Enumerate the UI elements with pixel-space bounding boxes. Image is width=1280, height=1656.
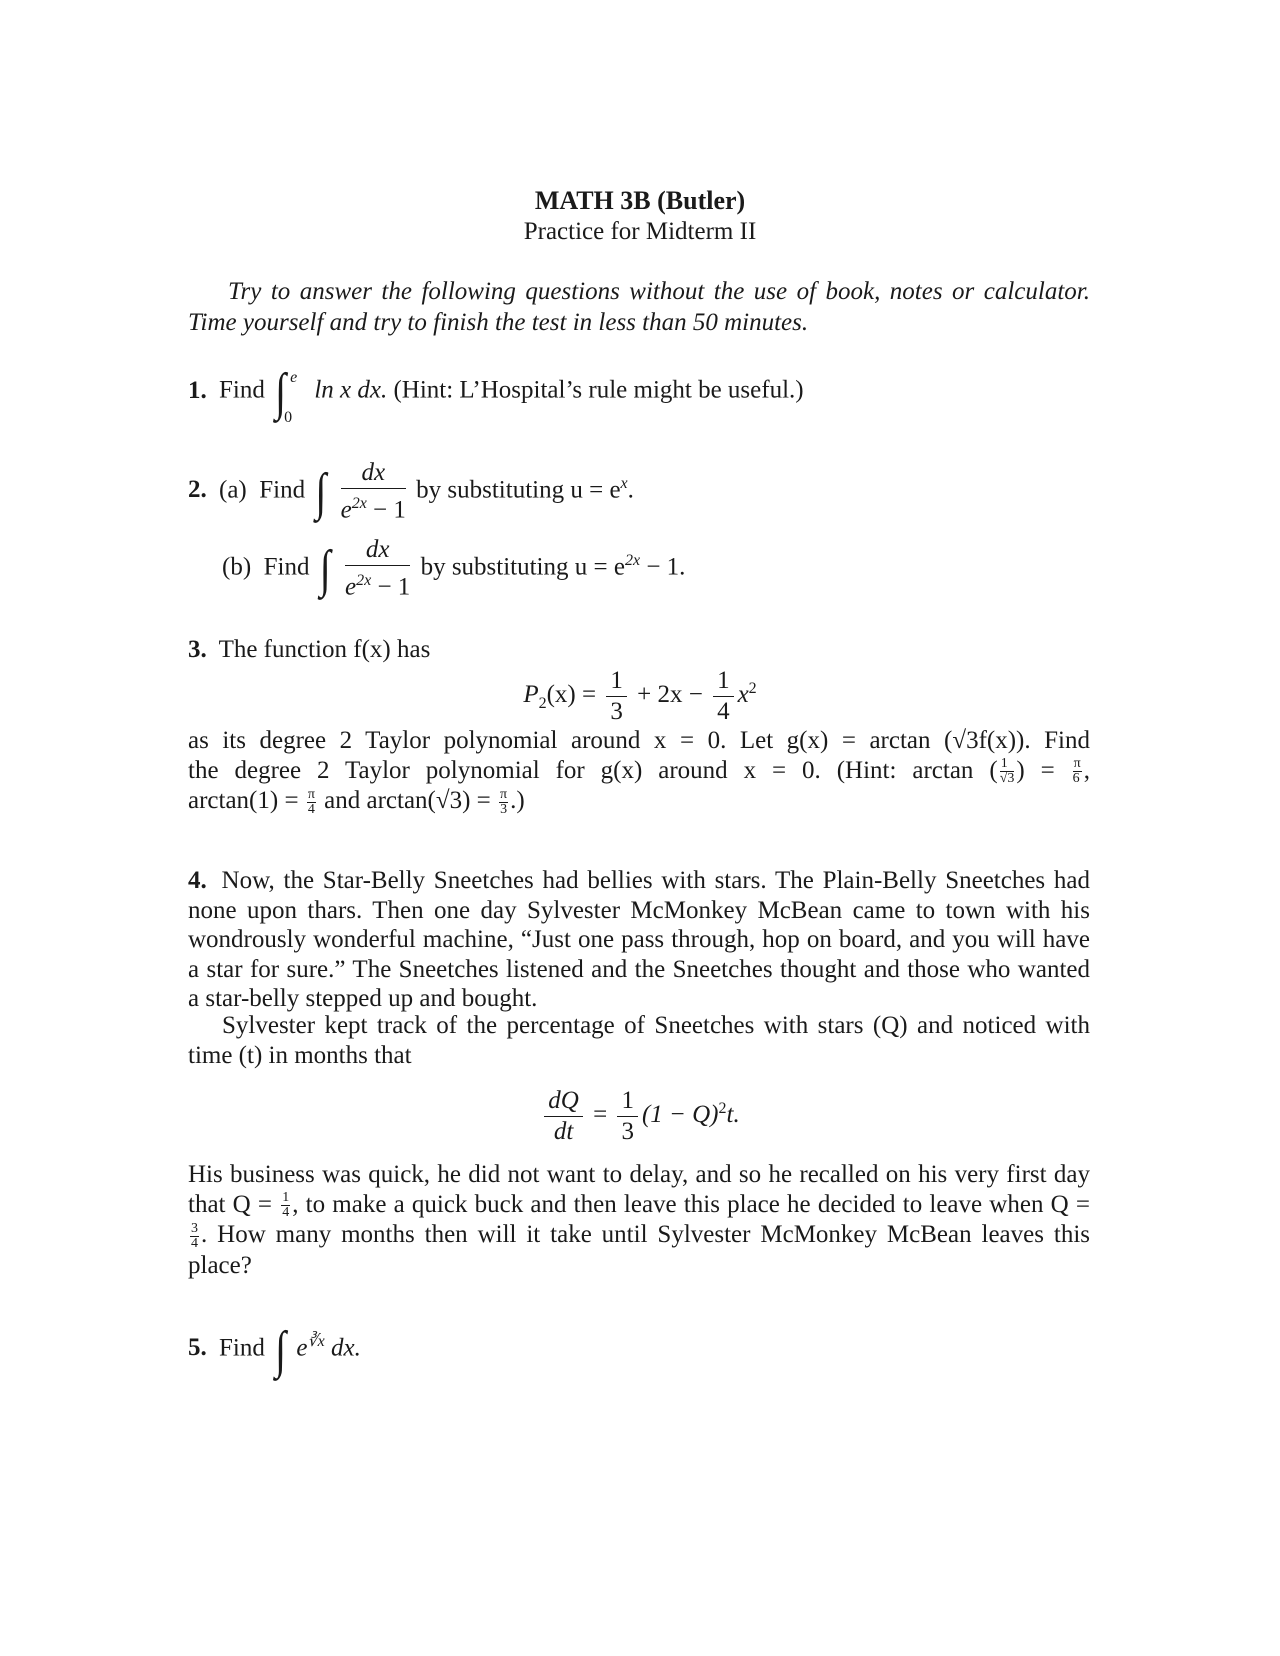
- q3-line-3: arctan(1) = $\frac{\pi}{4}$ and arctan(√3) = $\frac{\pi}{3}$ .): [188, 787, 525, 818]
- substitution-text: by substituting u = e: [416, 476, 621, 504]
- part-label: (a): [219, 476, 247, 504]
- q3-line-2: the degree 2 Taylor polynomial for g(x) around x = 0. (Hint: arctan ( $\frac{1}{√3}$ ) = $\frac{\pi}{6}$ ,: [188, 756, 1090, 787]
- find-word: Find: [219, 376, 265, 404]
- question-number: 4.: [188, 867, 207, 894]
- question-number: 5.: [188, 1334, 207, 1362]
- question-4-para-1: 4. Now, the Star-Belly Sneetches had bellies with stars. The Plain-Belly Sneetches had none upon thars. Then one day Sylvester McMonkey McBean came to town with his wondrously wonderful machine, “Just one pass through, hop on board, and you will have a star for sure.” The Sneetches listened and the Sneetches thought and those who wanted a star-belly stepped up and bought.: [188, 867, 1091, 1012]
- question-1: [188, 362, 804, 426]
- question-number: 3.: [188, 636, 207, 663]
- integral-sign: ∫: [275, 1319, 287, 1379]
- page-title: MATH 3B (Butler): [534, 186, 746, 215]
- find-word: Find: [219, 1334, 265, 1362]
- question-4-para-3: His business was quick, he did not want to delay, and so he recalled on his very first day that Q = $\frac{1}{4}$ , to make a quick buck and then leave this place he decided to leave when Q = $\frac{3}{4}$ . How many months then will it take until Sylvester McMonkey McBean leaves this place?: [188, 1161, 1090, 1280]
- upper-limit: e: [290, 369, 298, 386]
- question-number: 2.: [188, 476, 207, 504]
- question-2a: 2. (a) Find ∫ $\frac{dx}{e^{2x} - 1}$ by substituting $u = e^x$.: [188, 459, 634, 524]
- question-lead: The function f(x) has: [218, 636, 431, 663]
- integral-sign: ∫: [315, 461, 327, 521]
- question-3: [188, 634, 430, 665]
- differential-equation: $\frac{dQ}{dt}$ = $\frac{1}{3}$ $(1 - Q)^2t$.: [0, 1086, 1280, 1147]
- find-word: Find: [263, 553, 310, 581]
- instructions: Try to answer the following questions without the use of book, notes or calculator. Time yourself and try to finish the test in less than 50 minutes.: [188, 278, 1090, 336]
- integrand: ln x dx.: [314, 376, 388, 404]
- q3-line-1: as its degree 2 Taylor polynomial around x = 0. Let g(x) = arctan (√3f(x)). Find: [188, 727, 1090, 754]
- integral-sign: ∫: [275, 362, 287, 421]
- fraction: $\frac{dx}{e^{2x} - 1}$: [340, 459, 406, 524]
- lower-limit: 0: [284, 409, 293, 426]
- hint: (Hint: L’Hospital’s rule might be useful.): [393, 376, 804, 404]
- question-5: 5. Find ∫ $e^{∛x}$ dx.: [188, 1319, 361, 1379]
- substitution-text: by substituting u = e: [420, 553, 625, 581]
- question-4-para-2: Sylvester kept track of the percentage of Sneetches with stars (Q) and noticed with time (t) in months that: [188, 1012, 1090, 1069]
- question-3-body: [188, 726, 1090, 817]
- find-word: Find: [259, 476, 306, 504]
- part-label: (b): [222, 553, 252, 581]
- question-2b: (b) Find ∫ $\frac{dx}{e^{2x} - 1}$ by substituting $u = e^{2x} - 1$.: [222, 536, 686, 601]
- fraction: $\frac{dx}{e^{2x} - 1}$: [344, 536, 411, 601]
- page-subtitle: Practice for Midterm II: [523, 218, 757, 245]
- integral-sign: ∫: [319, 538, 331, 598]
- question-number: 1.: [188, 376, 207, 404]
- taylor-equation: $P_2(x)$ = $\frac{1}{3}$ + 2x − $\frac{1}{4}$ $x^2$: [523, 667, 757, 725]
